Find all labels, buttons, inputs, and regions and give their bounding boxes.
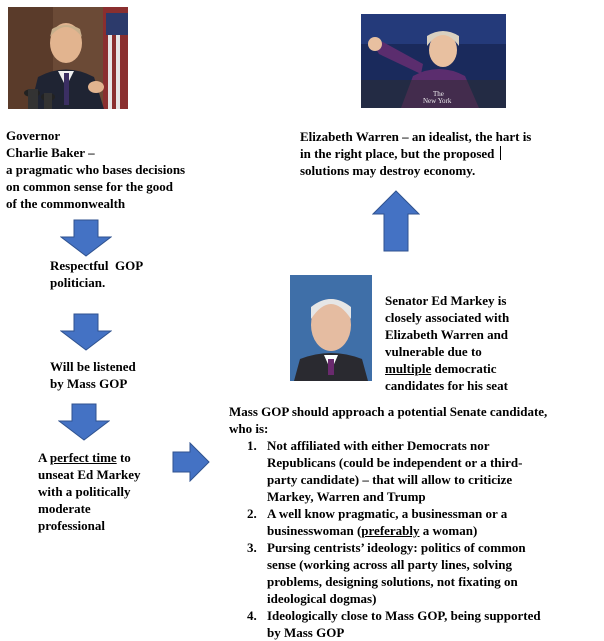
baker-name: Charlie Baker – [6, 145, 95, 160]
step-listened: Will be listened by Mass GOP [50, 359, 136, 391]
step-perfect-time: A perfect time to unseat Ed Markey with a politically moderate professional [38, 450, 141, 533]
candidate-criteria: Mass GOP should approach a potential Senate candidate, who is: 1. Not affiliated with either Democrats nor Republicans (could be independent or a third- party candidate) – that will allow to criticize Markey, Warren and Trump 2. A well know pragmatic, a businessman or a businesswoman (preferably a woman) 3. Pursing centrists’ ideology: politics of common sense (working across all party lines, solving problems, designing solutions, not fixating on ideological dogmas) 4. Ideologically close to Mass GOP, being supported by Mass GOP [229, 403, 599, 641]
list-item: 2. A well know pragmatic, a businessman or a businesswoman (preferably a woman) [247, 506, 508, 538]
markey-photo [290, 275, 372, 381]
arrow-up-icon [372, 190, 420, 252]
criteria-intro: Mass GOP should approach a potential Senate candidate, [229, 404, 548, 419]
arrow-down-icon [58, 403, 110, 441]
svg-text:The: The [433, 90, 444, 98]
list-item: 4. Ideologically close to Mass GOP, being supported by Mass GOP [247, 608, 541, 640]
baker-caption: Governor Charlie Baker – a pragmatic who bases decisions on common sense for the good of the commonwealth [6, 127, 236, 212]
baker-title: Governor [6, 128, 61, 143]
arrow-down-icon [60, 219, 112, 257]
svg-text:New York: New York [423, 97, 452, 105]
criteria-list [229, 437, 599, 641]
list-item: 3. Pursing centrists’ ideology: politics of common sense (working across all party lines, solving problems, designing solutions, not fixating on ideological dogmas) [247, 540, 526, 606]
text-cursor [500, 146, 501, 160]
arrow-down-icon [60, 313, 112, 351]
step-respectful: Respectful GOP politician. [50, 258, 144, 290]
list-item: 1. Not affiliated with either Democrats nor Republicans (could be independent or a third- party candidate) – that will allow to criticize Markey, Warren and Trump [247, 438, 523, 504]
markey-caption: Senator Ed Markey is closely associated with Elizabeth Warren and vulnerable due to multiple democratic candidates for his seat [385, 293, 510, 393]
baker-photo [8, 7, 128, 109]
warren-photo [361, 14, 506, 108]
warren-caption: Elizabeth Warren – an idealist, the hart is in the right place, but the proposed solutions may destroy economy. [300, 129, 532, 178]
